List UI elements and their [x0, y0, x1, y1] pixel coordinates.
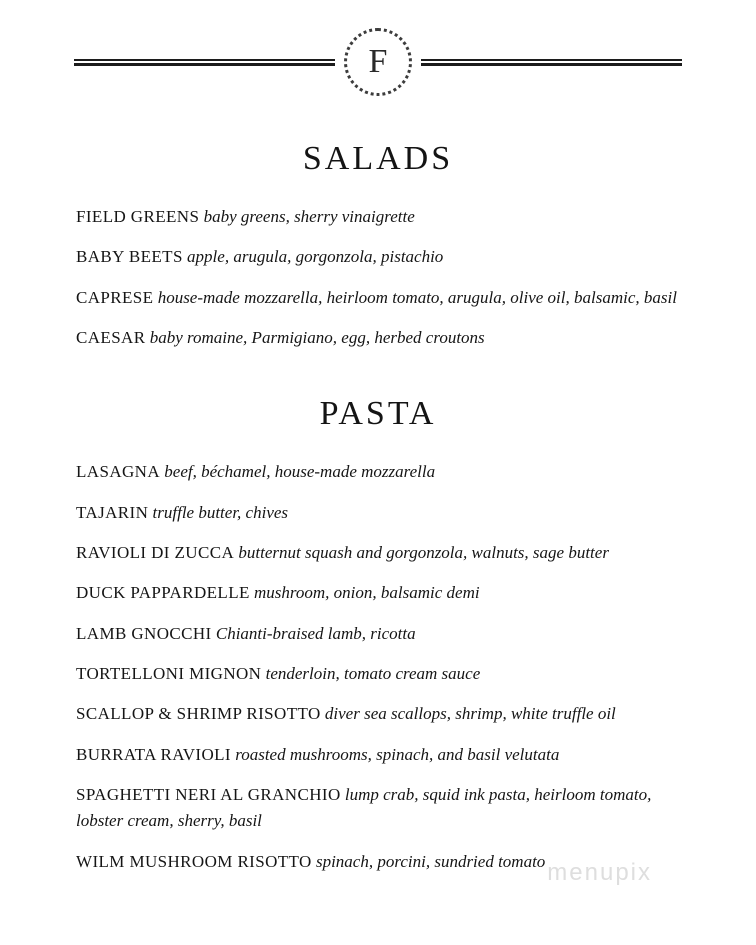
item-description: truffle butter, chives	[152, 502, 289, 522]
menu-item	[76, 849, 680, 875]
menu-item	[76, 204, 680, 230]
item-description: beef, béchamel, house-made mozzarella	[164, 462, 436, 482]
item-description: mushroom, onion, balsamic demi	[254, 583, 480, 603]
item-description: baby romaine, Parmigiano, egg, herbed croutons	[149, 328, 485, 348]
item-name: DUCK PAPPARDELLE	[76, 583, 250, 603]
menu-item	[76, 701, 680, 727]
menu-item	[76, 540, 680, 566]
item-description: Chianti-braised lamb, ricotta	[215, 623, 416, 643]
item-name: CAPRESE	[76, 287, 154, 307]
item-description: apple, arugula, gorgonzola, pistachio	[187, 247, 444, 267]
item-description: lump crab, squid ink pasta, heirloom tomato, lobster cream, sherry, basil	[76, 785, 652, 831]
item-name: TORTELLONI MIGNON	[76, 664, 262, 684]
menu-item	[76, 459, 680, 485]
item-description: tenderloin, tomato cream sauce	[265, 664, 481, 684]
item-name: LAMB GNOCCHI	[76, 623, 212, 643]
section-title-salads: SALADS	[302, 140, 454, 177]
item-description: house-made mozzarella, heirloom tomato, arugula, olive oil, balsamic, basil	[157, 287, 677, 307]
menu-item	[76, 500, 680, 526]
menu-item	[76, 244, 680, 270]
item-name: BABY BEETS	[76, 247, 183, 267]
watermark: menupix	[547, 859, 652, 886]
header-rule-right	[421, 59, 682, 66]
item-description: butternut squash and gorgonzola, walnuts, sage butter	[238, 543, 609, 563]
menu-item	[76, 580, 680, 606]
menu-sections	[0, 140, 756, 875]
item-name: WILM MUSHROOM RISOTTO	[76, 851, 312, 871]
item-name: LASAGNA	[76, 462, 161, 482]
menu-item	[76, 661, 680, 687]
item-name: SPAGHETTI NERI AL GRANCHIO	[76, 785, 341, 805]
item-description: baby greens, sherry vinaigrette	[203, 207, 415, 226]
item-description: diver sea scallops, shrimp, white truffle oil	[324, 704, 616, 724]
header-rule-left	[74, 59, 335, 66]
item-name: TAJARIN	[76, 502, 149, 522]
menu-item	[76, 285, 680, 311]
menu-item	[76, 782, 680, 835]
logo-monogram-letter: F	[368, 43, 388, 80]
item-description: spinach, porcini, sundried tomato	[315, 851, 546, 871]
restaurant-logo	[344, 28, 412, 96]
menu-item	[76, 621, 680, 647]
menu-header	[0, 0, 756, 96]
item-name: BURRATA RAVIOLI	[76, 744, 231, 764]
item-name: SCALLOP & SHRIMP RISOTTO	[76, 704, 321, 724]
item-name: FIELD GREENS	[76, 207, 200, 226]
item-name: RAVIOLI DI ZUCCA	[76, 543, 235, 563]
item-name: CAESAR	[76, 328, 146, 348]
section-title-pasta: PASTA	[319, 395, 437, 433]
menu-item	[76, 325, 680, 351]
item-description: roasted mushrooms, spinach, and basil velutata	[235, 744, 560, 764]
menu-item	[76, 742, 680, 768]
